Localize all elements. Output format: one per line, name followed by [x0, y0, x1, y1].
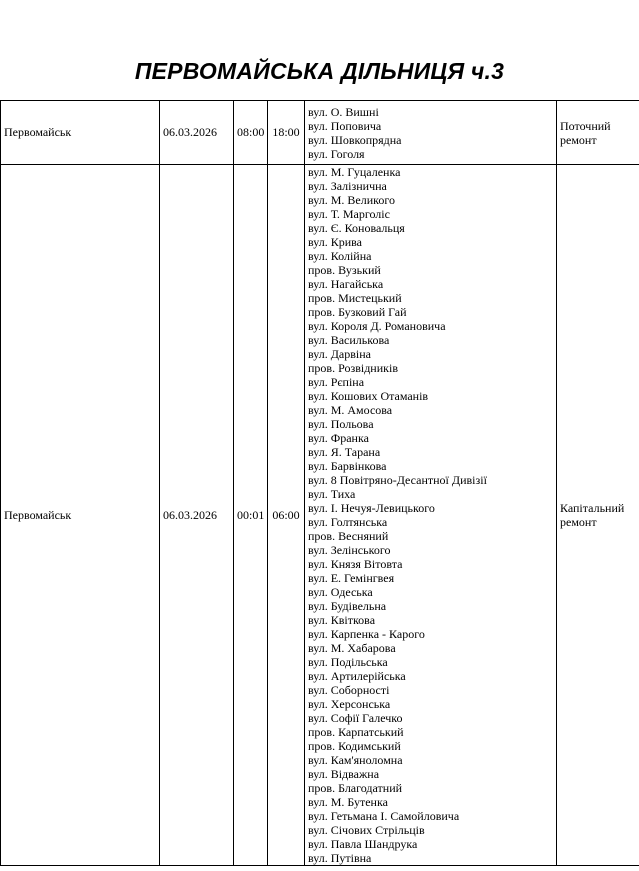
- streets-cell: [305, 101, 557, 165]
- street-item: вул. Соборності: [308, 683, 390, 697]
- street-item: вул. Короля Д. Романовича: [308, 319, 446, 333]
- street-item: вул. Подільська: [308, 655, 388, 669]
- street-item: пров. Весняний: [308, 529, 389, 543]
- street-item: вул. Карпенка - Карого: [308, 627, 425, 641]
- street-item: вул. Крива: [308, 235, 362, 249]
- end-time-cell: 18:00: [268, 101, 305, 165]
- work-type-cell: Поточний ремонт: [557, 101, 639, 165]
- street-item: вул. Є. Коновальця: [308, 221, 405, 235]
- street-item: вул. М. Хабарова: [308, 641, 396, 655]
- street-item: вул. Нагайська: [308, 277, 384, 291]
- street-item: вул. М. Бутенка: [308, 795, 388, 809]
- outage-schedule-table: [0, 100, 639, 866]
- street-item: вул. Т. Марголіс: [308, 207, 390, 221]
- street-item: вул. Будівельна: [308, 599, 387, 613]
- street-item: вул. Барвінкова: [308, 459, 387, 473]
- street-item: пров. Вузький: [308, 263, 381, 277]
- street-item: пров. Бузковий Гай: [308, 305, 407, 319]
- table-row: [1, 101, 639, 165]
- date-cell: 06.03.2026: [160, 165, 234, 866]
- city-cell: Первомайськ: [1, 101, 160, 165]
- street-item: вул. Гетьмана І. Самойловича: [308, 809, 460, 823]
- date-cell: 06.03.2026: [160, 101, 234, 165]
- street-item: вул. М. Великого: [308, 193, 395, 207]
- street-item: вул. Василькова: [308, 333, 390, 347]
- city-cell: Первомайськ: [1, 165, 160, 866]
- street-item: вул. М. Амосова: [308, 403, 393, 417]
- street-item: пров. Мистецький: [308, 291, 402, 305]
- table-row: [1, 165, 639, 866]
- street-item: пров. Розвідників: [308, 361, 398, 375]
- end-time-cell: 06:00: [268, 165, 305, 866]
- street-item: вул. Путівна: [308, 851, 372, 865]
- street-item: пров. Кодимський: [308, 739, 401, 753]
- street-item: вул. Квіткова: [308, 613, 376, 627]
- street-item: вул. Шовкопрядна: [308, 132, 402, 147]
- street-item: вул. О. Вишні: [308, 104, 379, 119]
- street-item: вул. Кам'яноломна: [308, 753, 403, 767]
- street-item: вул. Одеська: [308, 585, 373, 599]
- street-item: вул. Залізнична: [308, 179, 387, 193]
- document-title: ПЕРВОМАЙСЬКА ДІЛЬНИЦЯ ч.3: [134, 58, 505, 84]
- street-item: пров. Карпатський: [308, 725, 404, 739]
- street-item: вул. Рєпіна: [308, 375, 365, 389]
- street-item: вул. Князя Вітовта: [308, 557, 403, 571]
- street-item: вул. Гоголя: [308, 146, 365, 161]
- work-type-cell: Капітальний ремонт: [557, 165, 639, 866]
- street-item: вул. Зелінського: [308, 543, 391, 557]
- street-item: вул. Софії Галечко: [308, 711, 403, 725]
- street-item: вул. Колійна: [308, 249, 372, 263]
- street-item: вул. Артилерійська: [308, 669, 406, 683]
- street-item: вул. Я. Тарана: [308, 445, 381, 459]
- street-item: вул. Відважна: [308, 767, 380, 781]
- street-item: вул. М. Гуцаленка: [308, 165, 401, 179]
- street-item: вул. Дарвіна: [308, 347, 371, 361]
- street-item: вул. Херсонська: [308, 697, 391, 711]
- start-time-cell: 08:00: [234, 101, 268, 165]
- street-item: вул. Січових Стрільців: [308, 823, 425, 837]
- street-item: вул. Голтянська: [308, 515, 388, 529]
- street-item: вул. Кошових Отаманів: [308, 389, 429, 403]
- street-item: вул. Поповича: [308, 118, 382, 133]
- street-item: вул. Франка: [308, 431, 369, 445]
- street-item: вул. Польова: [308, 417, 374, 431]
- street-item: вул. Тиха: [308, 487, 356, 501]
- street-item: вул. І. Нечуя-Левицького: [308, 501, 435, 515]
- street-item: вул. 8 Повітряно-Десантної Дивізії: [308, 473, 487, 487]
- street-item: пров. Благодатний: [308, 781, 403, 795]
- street-item: вул. Е. Гемінгвея: [308, 571, 395, 585]
- street-item: вул. Павла Шандрука: [308, 837, 418, 851]
- streets-cell: [305, 165, 557, 866]
- start-time-cell: 00:01: [234, 165, 268, 866]
